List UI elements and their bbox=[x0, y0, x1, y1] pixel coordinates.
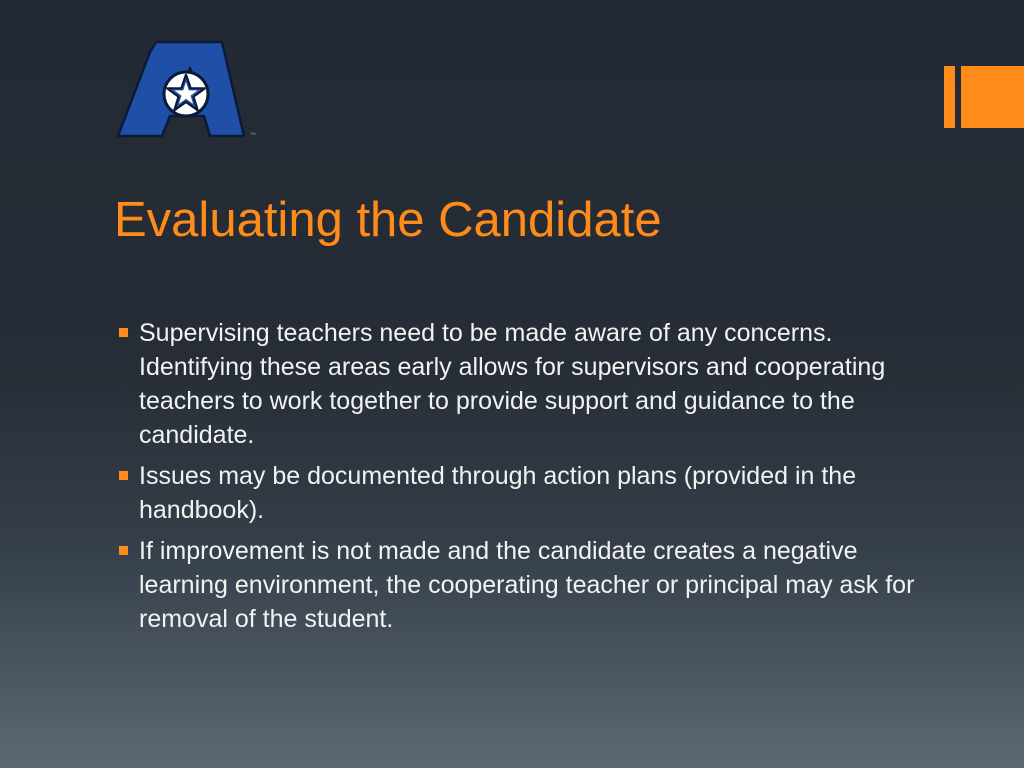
slide-title: Evaluating the Candidate bbox=[114, 193, 662, 247]
bullet-square-icon bbox=[119, 328, 128, 337]
accent-bar-wide bbox=[961, 66, 1024, 128]
bullet-square-icon bbox=[119, 471, 128, 480]
bullet-list bbox=[118, 316, 918, 643]
bullet-item-concerns bbox=[118, 316, 918, 452]
bullet-text: Issues may be documented through action plans (provided in the handbook). bbox=[139, 462, 857, 524]
logo-trademark: TM bbox=[250, 131, 256, 136]
bullet-item-removal bbox=[118, 534, 918, 636]
accent-bar-thin bbox=[944, 66, 955, 128]
bullet-text: If improvement is not made and the candidate creates a negative learning environment, the cooperating teacher or principal may ask for removal of the student. bbox=[139, 537, 915, 633]
bullet-item-action-plans bbox=[118, 459, 918, 527]
logo bbox=[116, 38, 262, 144]
bullet-square-icon bbox=[119, 546, 128, 555]
accent-bars bbox=[944, 66, 1024, 128]
bullet-text: Supervising teachers need to be made aware of any concerns. Identifying these areas early allows for supervisors and cooperating teachers to work together to provide support and guidance to the candidate. bbox=[139, 319, 886, 449]
